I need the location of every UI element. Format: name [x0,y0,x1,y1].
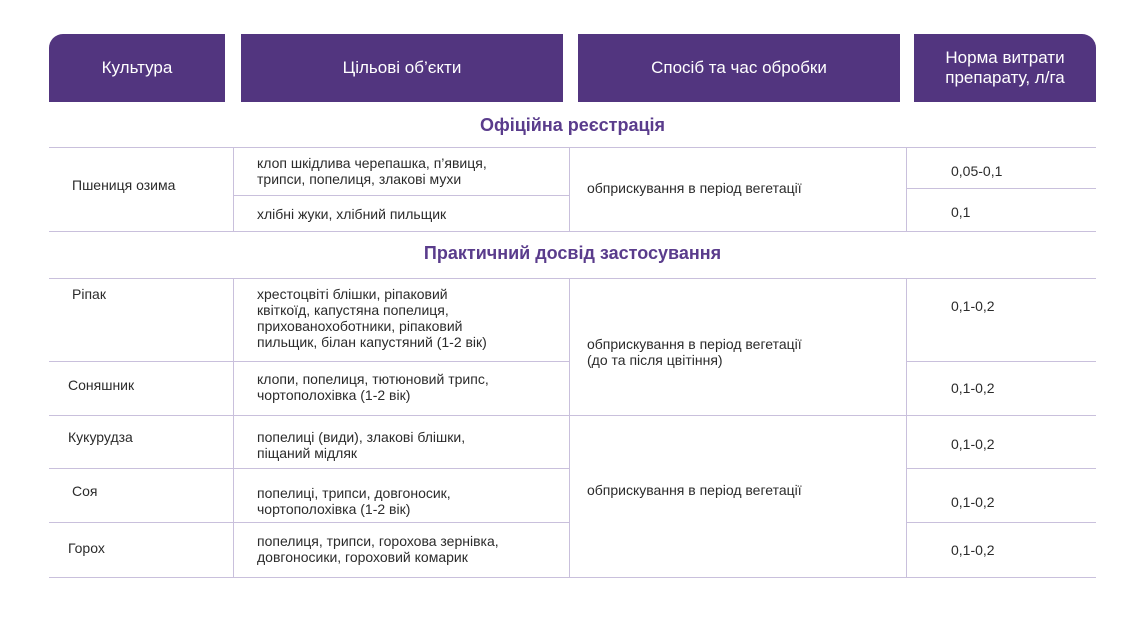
divider [906,278,907,577]
targets-corn: попелиці (види), злакові блішки, піщаний мідляк [257,429,466,461]
divider [569,278,570,577]
rate-sunflower: 0,1-0,2 [951,380,995,396]
divider [49,415,1096,416]
rate-corn: 0,1-0,2 [951,436,995,452]
rate-pea: 0,1-0,2 [951,542,995,558]
targets-soy: попелиці, трипси, довгоносик, чортополохівка (1-2 вік) [257,485,451,517]
targets-pea: попелиця, трипси, горохова зернівка, довгоносики, гороховий комарик [257,533,499,565]
crop-pea: Горох [68,540,105,556]
header-rate [914,34,1096,102]
targets-winter-wheat-1: клоп шкідлива черепашка, п’явиця, трипси, попелиця, злакові мухи [257,155,487,187]
divider [49,577,1096,578]
crop-soy: Соя [72,483,98,499]
targets-winter-wheat-2: хлібні жуки, хлібний пильщик [257,206,447,222]
rate-winter-wheat-1: 0,05-0,1 [951,163,1003,179]
section-title-practical: Практичний досвід застосування [423,243,722,263]
header-method [578,34,900,102]
divider [49,522,570,523]
header-targets [241,34,563,102]
divider [907,468,1096,469]
divider [49,278,1096,279]
divider [49,361,570,362]
divider [907,361,1096,362]
targets-rapeseed: хрестоцвіті блішки, ріпаковий квіткоїд, капустяна попелиця, прихованохоботники, ріпаковий пильщик, білан капустяний (1-2 вік) [257,286,487,350]
targets-sunflower: клопи, попелиця, тютюновий трипс, чортополохівка (1-2 вік) [257,371,489,403]
rate-rapeseed: 0,1-0,2 [951,298,995,314]
header-method-label: Спосіб та час обробки [651,58,827,77]
rate-soy: 0,1-0,2 [951,494,995,510]
method-rapeseed-sunflower: обприскування в період вегетації (до та після цвітіння) [587,336,802,368]
divider [49,231,1096,232]
divider [569,147,570,231]
divider [906,147,907,231]
method-corn-soy-pea: обприскування в період вегетації [587,482,802,498]
divider [234,195,570,196]
crop-winter-wheat: Пшениця озима [72,177,176,193]
header-targets-label: Цільові об’єкти [342,58,462,77]
divider [49,468,570,469]
crop-sunflower: Соняшник [68,377,135,393]
divider [49,147,1096,148]
header-rate-label: Норма витрати препарату, л/га [945,48,1065,87]
method-official: обприскування в період вегетації [587,180,802,196]
divider [233,147,234,231]
divider [907,522,1096,523]
rate-winter-wheat-2: 0,1 [951,204,971,220]
crop-rapeseed: Ріпак [72,286,106,302]
divider [233,278,234,577]
section-title-official: Офіційна реєстрація [479,115,666,135]
crop-corn: Кукурудза [68,429,133,445]
divider [907,188,1096,189]
header-crop-label: Культура [101,58,173,77]
header-crop [49,34,225,102]
